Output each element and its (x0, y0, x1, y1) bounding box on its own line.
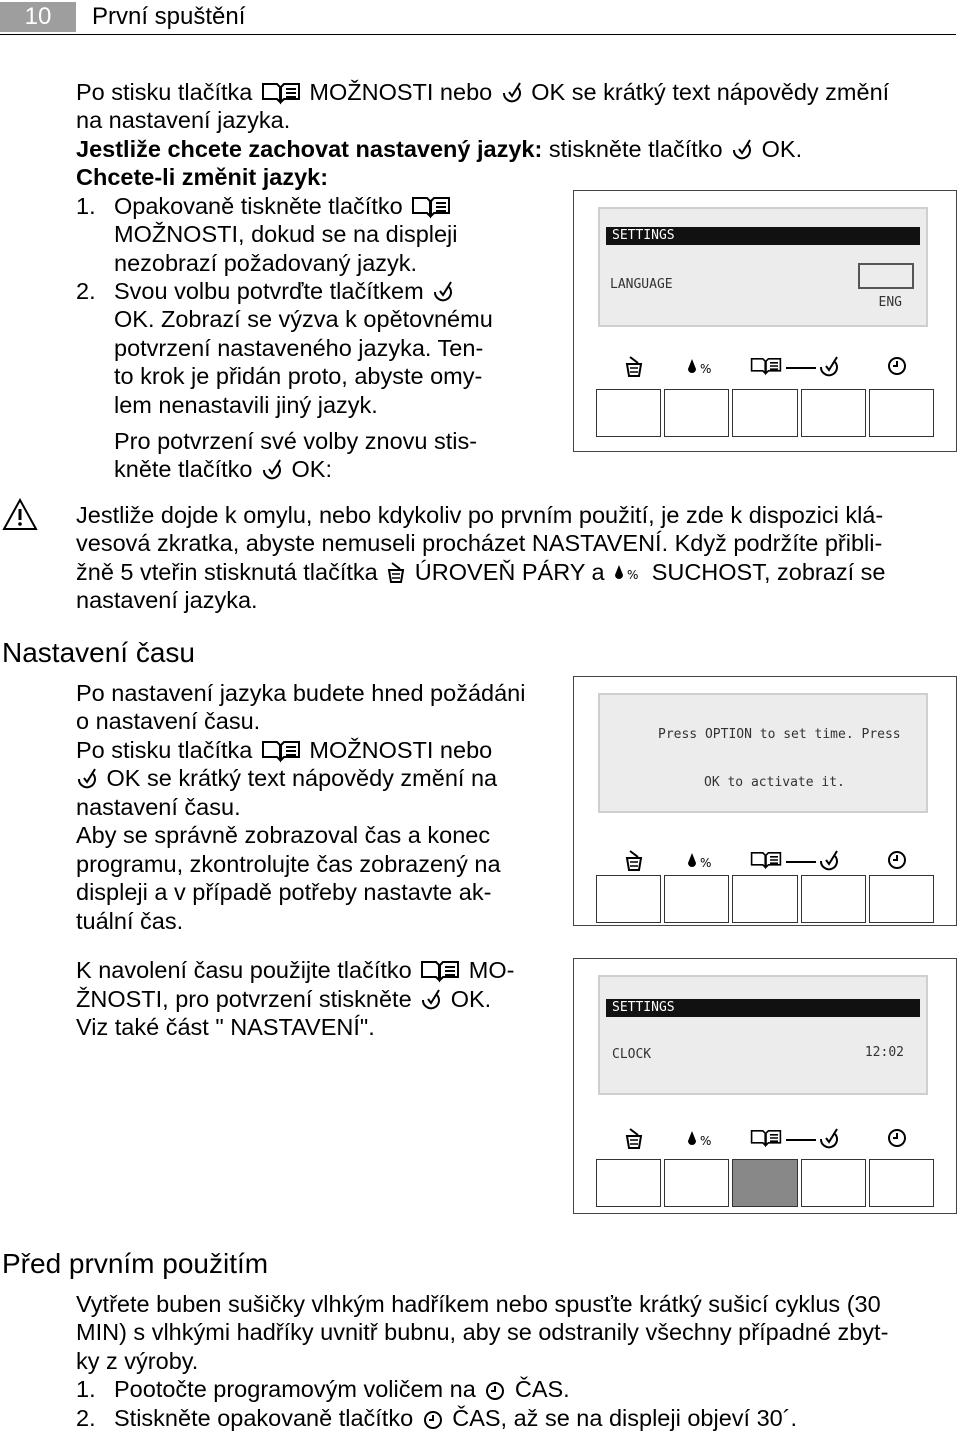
dryness-percent-icon (686, 1127, 716, 1156)
option-book-icon (750, 355, 782, 382)
prompt-line: Press OPTION to set time. Press (658, 727, 901, 742)
clock-icon (422, 1409, 444, 1438)
text-line: programu, zkontrolujte čas zobrazený na (76, 851, 501, 877)
value-box (858, 263, 914, 289)
section-heading-before-use: Před prvním použitím (2, 1248, 269, 1279)
clock-value: 12:02 (864, 1045, 904, 1060)
warning-line: Jestliže dojde k omylu, nebo kdykoliv po prvním použití, je zde k dispozici klá- (76, 502, 884, 528)
header-rule (0, 34, 956, 35)
text: Pootočte programovým voličem na (114, 1376, 476, 1402)
ok-check-icon (818, 849, 840, 878)
panel-button-time[interactable] (869, 1159, 934, 1207)
panel-button-dryness[interactable] (664, 1159, 729, 1207)
warning-triangle-icon (2, 498, 38, 537)
panel-button-steam[interactable] (596, 389, 661, 437)
panel-button-time[interactable] (869, 875, 934, 923)
svg-text:%: % (700, 856, 712, 870)
settings-bar: SETTINGS (606, 227, 920, 245)
text-line: Viz také část " NASTAVENÍ". (76, 1014, 375, 1040)
step-number: 1. (76, 193, 96, 219)
steam-level-icon (624, 355, 644, 384)
display-panel-time-prompt (573, 676, 957, 926)
language-label: LANGUAGE (610, 277, 673, 292)
display-screen (598, 693, 928, 813)
text-line: nastavení času. (76, 794, 241, 820)
text: OK se krátký text nápovědy změní na (106, 765, 498, 791)
dryness-percent-icon (613, 561, 643, 592)
text-line: to krok je přidán proto, abyste omy- (114, 363, 483, 389)
text-line (114, 455, 332, 489)
text: ÚROVEŇ PÁRY a (414, 559, 605, 585)
text-line: Aby se správně zobrazoval čas a konec (76, 822, 491, 848)
text: MOŽNOSTI nebo (309, 79, 493, 105)
option-book-icon (750, 1127, 782, 1154)
divider-line (786, 1139, 816, 1141)
text-line: tuální čas. (76, 908, 184, 934)
text-line: MIN) s vlhkými hadříky uvnitř bubnu, aby se odstranily všechny případné zbyt- (76, 1319, 889, 1345)
text-line: OK. Zobrazí se výzva k opětovnému (114, 306, 493, 332)
panel-button-option-active[interactable] (732, 1159, 797, 1207)
text-line: o nastavení času. (76, 708, 261, 734)
dryness-percent-icon (686, 355, 716, 384)
text-line: displeji a v případě potřeby nastavte ak- (76, 879, 492, 905)
text: SUCHOST, zobrazí se (651, 559, 886, 585)
text-line: Po nastavení jazyka budete hned požádáni (76, 680, 526, 706)
text: žně 5 vteřin stisknutá tlačítka (76, 559, 378, 585)
clock-label: CLOCK (612, 1047, 652, 1062)
change-language-label: Chcete-li změnit jazyk: (76, 164, 329, 190)
ok-check-icon (420, 988, 442, 1019)
ok-check-icon (261, 458, 283, 489)
svg-text:%: % (700, 362, 712, 376)
settings-bar: SETTINGS (606, 999, 920, 1017)
panel-button-ok[interactable] (801, 875, 866, 923)
panel-icons (574, 1127, 956, 1153)
panel-button-steam[interactable] (596, 875, 661, 923)
text: OK se krátký text nápovědy změní (531, 79, 890, 105)
display-panel-language (573, 190, 957, 452)
panel-button-option[interactable] (732, 875, 797, 923)
divider-line (786, 367, 816, 369)
text-line: MOŽNOSTI, dokud se na displeji (114, 221, 458, 247)
text: ČAS, až se na displeji objeví 30´. (452, 1405, 798, 1431)
panel-button-ok[interactable] (801, 389, 866, 437)
display-screen (598, 207, 928, 327)
text: Stiskněte opakovaně tlačítko (114, 1405, 414, 1431)
text: OK. (450, 986, 492, 1012)
panel-icons (574, 849, 956, 875)
button-row (596, 389, 934, 437)
text: stiskněte tlačítko (542, 136, 723, 162)
display-screen (598, 975, 928, 1095)
text-line: na nastavení jazyka. (76, 107, 291, 133)
text: MO- (468, 957, 515, 983)
text: kněte tlačítko (114, 456, 253, 482)
ok-check-icon (731, 138, 753, 169)
text: K navolení času použijte tlačítko (76, 957, 412, 983)
panel-button-dryness[interactable] (664, 389, 729, 437)
text: Po stisku tlačítka (76, 79, 253, 105)
panel-button-ok[interactable] (801, 1159, 866, 1207)
warning-line: vesová zkratka, abyste nemuseli procházet NASTAVENÍ. Když podržíte přibli- (76, 530, 883, 556)
text: ŽNOSTI, pro potvrzení stiskněte (76, 986, 412, 1012)
divider-line (786, 861, 816, 863)
steam-level-icon (624, 849, 644, 878)
section-heading-time: Nastavení času (2, 637, 195, 668)
ok-check-icon (501, 81, 523, 112)
panel-button-dryness[interactable] (664, 875, 729, 923)
text: Po stisku tlačítka (76, 737, 253, 763)
text-line: potvrzení nastaveného jazyka. Ten- (114, 335, 484, 361)
step-number: 2. (76, 278, 96, 304)
svg-text:%: % (700, 1134, 712, 1148)
text-line: Vytřete buben sušičky vlhkým hadříkem nebo spusťte krátký sušicí cyklus (30 (76, 1291, 881, 1317)
step-2 (76, 1404, 797, 1438)
text: ČAS. (514, 1376, 570, 1402)
text-line: nezobrazí požadovaný jazyk. (114, 250, 418, 276)
ok-check-icon (818, 1127, 840, 1156)
dryness-percent-icon (686, 849, 716, 878)
display-panel-clock (573, 958, 957, 1214)
panel-button-option[interactable] (732, 389, 797, 437)
prompt-line: OK to activate it. (704, 775, 845, 790)
steam-level-icon (624, 1127, 644, 1156)
text-line: Pro potvrzení své volby znovu stis- (114, 428, 478, 454)
page-title: První spuštění (92, 3, 246, 30)
bold-label: Jestliže chcete zachovat nastavený jazyk: (76, 136, 543, 162)
warning-line: nastavení jazyka. (76, 587, 258, 613)
panel-button-time[interactable] (869, 389, 934, 437)
language-value: ENG (878, 295, 902, 310)
steam-level-icon (386, 561, 406, 592)
text: Opakovaně tiskněte tlačítko (114, 193, 403, 219)
ok-check-icon (818, 355, 840, 384)
panel-icons (574, 355, 956, 381)
text-line: lem nenastavili jiný jazyk. (114, 392, 378, 418)
text: OK. (761, 136, 803, 162)
text: MOŽNOSTI nebo (309, 737, 493, 763)
step-number: 1. (76, 1376, 96, 1402)
clock-icon (886, 849, 908, 876)
step-number: 2. (76, 1405, 96, 1431)
panel-button-steam[interactable] (596, 1159, 661, 1207)
option-book-icon (750, 849, 782, 876)
text: OK: (291, 456, 333, 482)
clock-icon (886, 1127, 908, 1154)
svg-text:%: % (627, 568, 639, 582)
page-number: 10 (0, 2, 76, 32)
button-row (596, 875, 934, 923)
button-row (596, 1159, 934, 1207)
text-line: ky z výroby. (76, 1348, 199, 1374)
clock-icon (886, 355, 908, 382)
text: Svou volbu potvrďte tlačítkem (114, 278, 424, 304)
